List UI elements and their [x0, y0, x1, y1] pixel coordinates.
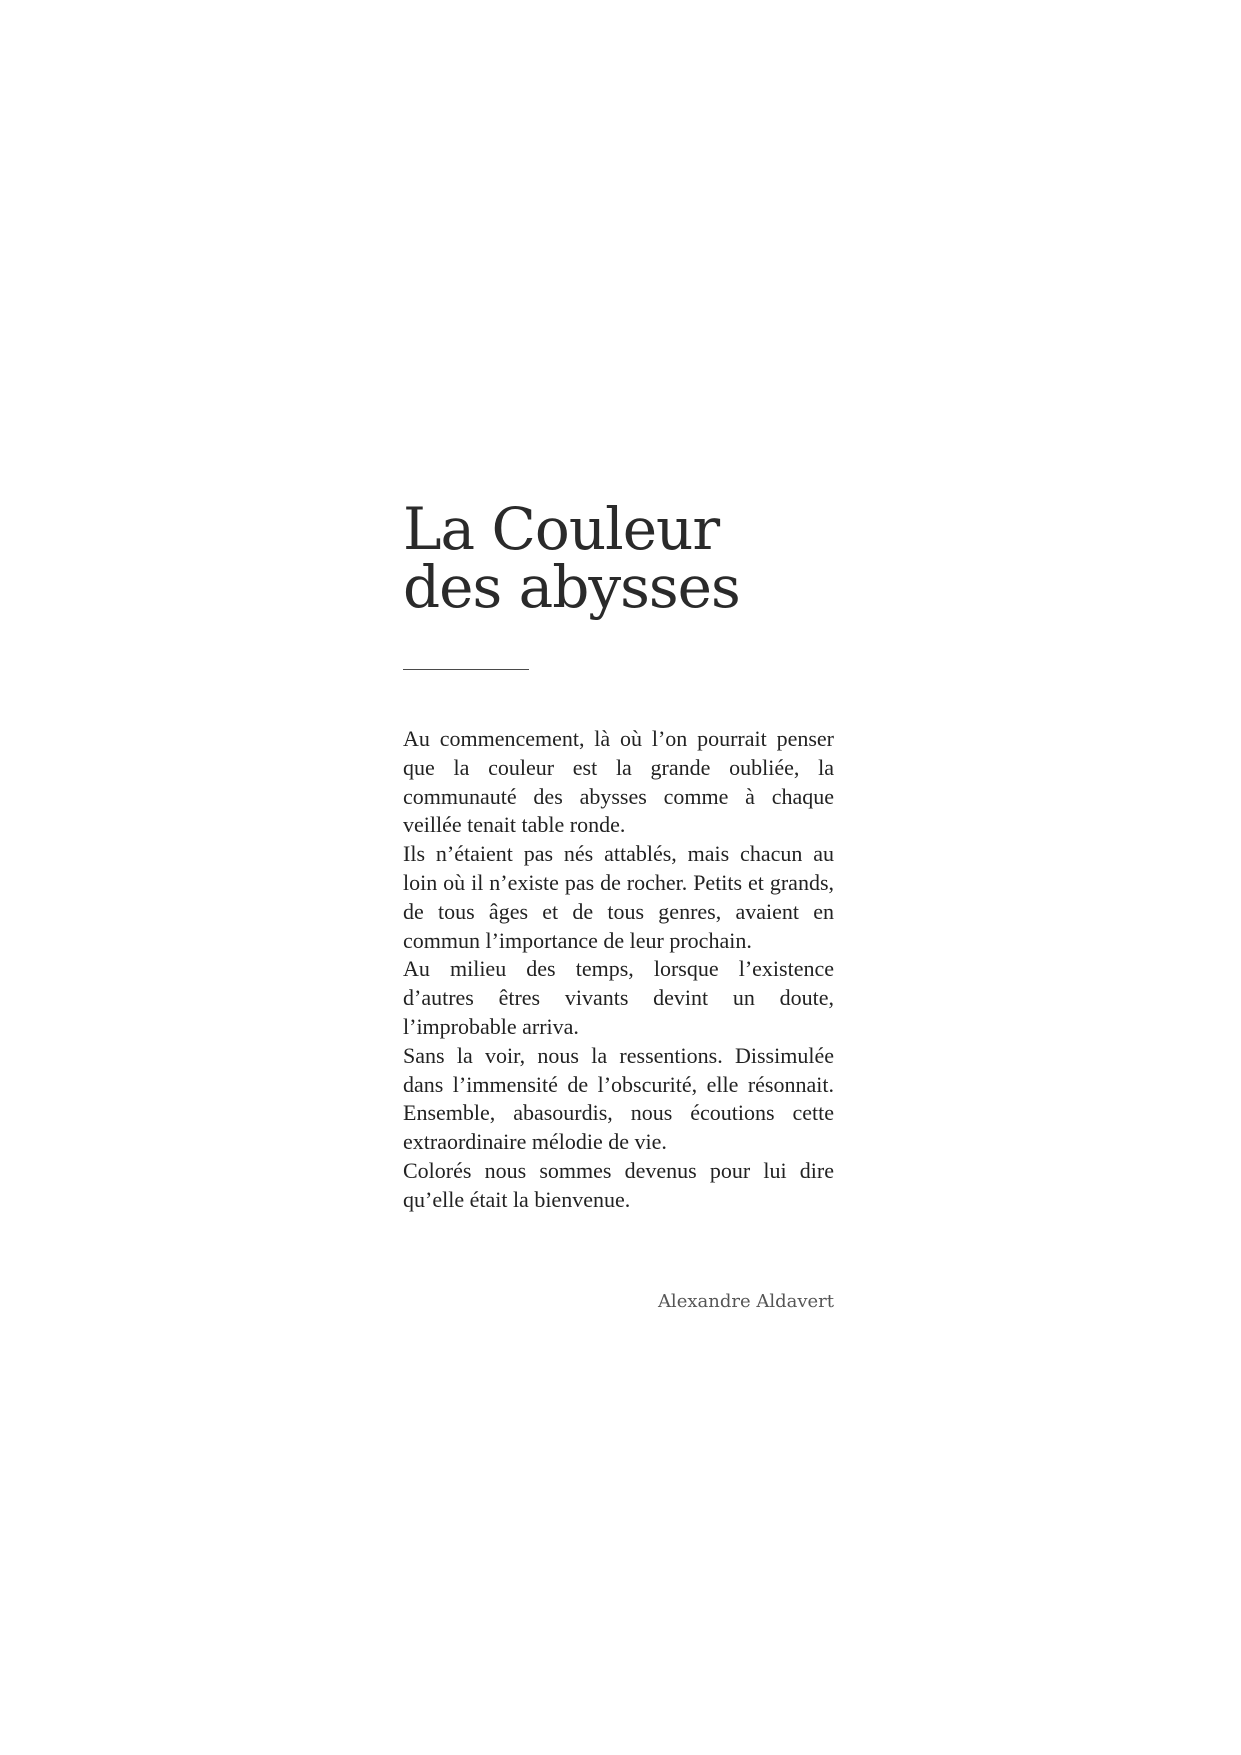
page-title [403, 495, 740, 621]
author-signature: Alexandre Aldavert [657, 1291, 834, 1312]
paragraph: Au milieu des temps, lorsque l’existence d’autres êtres vivants devint un doute, l’improbable arriva. [403, 956, 834, 1039]
title-line-1: La Couleur [403, 495, 720, 563]
poem-body [403, 725, 834, 1215]
paragraph: Ils n’étaient pas nés attablés, mais chacun au loin où il n’existe pas de rocher. Petits et grands, de tous âges et de tous genres, avaient en commun l’importance de leur prochain. [403, 841, 834, 953]
paragraph: Au commencement, là où l’on pourrait penser que la couleur est la grande oubliée, la communauté des abysses comme à chaque veillée tenait table ronde. [403, 726, 834, 838]
paragraph: Colorés nous sommes devenus pour lui dire qu’elle était la bienvenue. [403, 1157, 834, 1212]
title-line-2: des abysses [403, 553, 740, 621]
paragraph: Sans la voir, nous la ressentions. Dissimulée dans l’immensité de l’obscurité, elle résonnait. Ensemble, abasourdis, nous écoutions cette extraordinaire mélodie de vie. [403, 1042, 834, 1155]
title-divider [403, 669, 529, 670]
